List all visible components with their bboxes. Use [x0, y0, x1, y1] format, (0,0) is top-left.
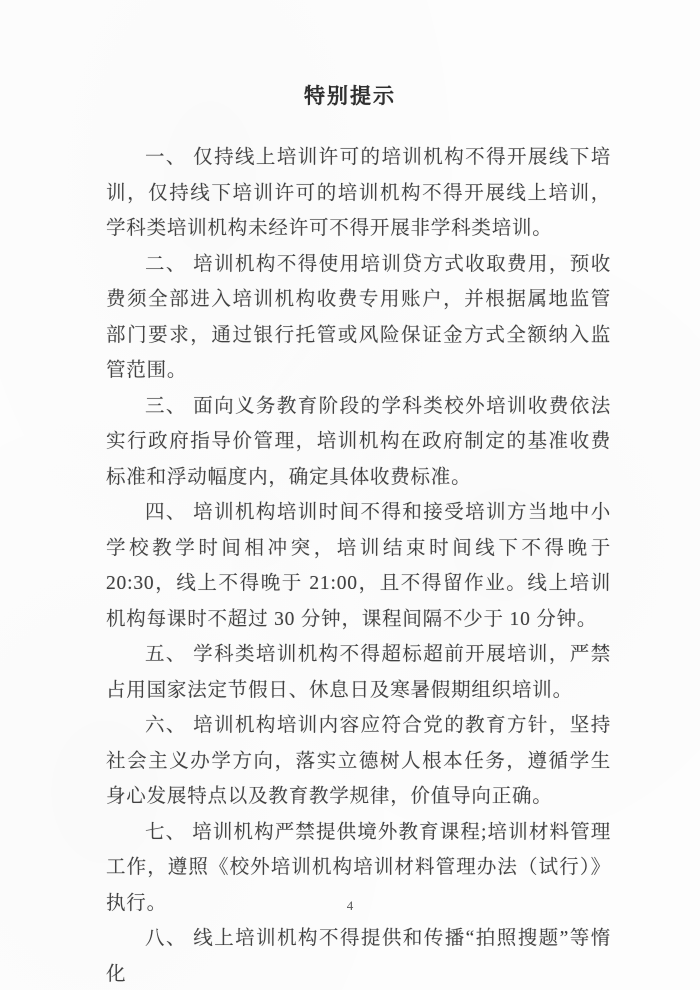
- paragraph: 六、 培训机构培训内容应符合党的教育方针，坚持社会主义办学方向，落实立德树人根本任务，遵循学生身心发展特点以及教育教学规律，价值导向正确。: [106, 715, 611, 807]
- paragraph: 七、 培训机构严禁提供境外教育课程;培训材料管理工作，遵照《校外培训机构培训材料管理办法（试行）》执行。: [106, 821, 611, 914]
- paragraph: 二、 培训机构不得使用培训贷方式收取费用，预收费须全部进入培训机构收费专用账户，并根据属地监管部门要求，通过银行托管或风险保证金方式全额纳入监管范围。: [106, 253, 611, 381]
- page-number: 4: [346, 898, 354, 913]
- paragraph: 八、 线上培训机构不得提供和传播“拍照搜题”等惰化: [106, 928, 611, 985]
- document-body: [106, 140, 611, 990]
- paragraph: 一、 仅持线上培训许可的培训机构不得开展线下培训，仅持线下培训许可的培训机构不得开展线上培训，学科类培训机构未经许可不得开展非学科类培训。: [106, 147, 611, 239]
- paragraph: 三、 面向义务教育阶段的学科类校外培训收费依法实行政府指导价管理，培训机构在政府制定的基准收费标准和浮动幅度内，确定具体收费标准。: [106, 395, 611, 488]
- document-title: 特别提示: [304, 84, 396, 108]
- paragraph: 五、 学科类培训机构不得超标超前开展培训，严禁占用国家法定节假日、休息日及寒暑假期组织培训。: [106, 644, 611, 701]
- paragraph: 四、 培训机构培训时间不得和接受培训方当地中小学校教学时间相冲突，培训结束时间线下不得晚于 20:30，线上不得晚于 21:00，且不得留作业。线上培训机构每课时不超过 30 分钟，课程间隔不少于 10 分钟。: [106, 502, 611, 630]
